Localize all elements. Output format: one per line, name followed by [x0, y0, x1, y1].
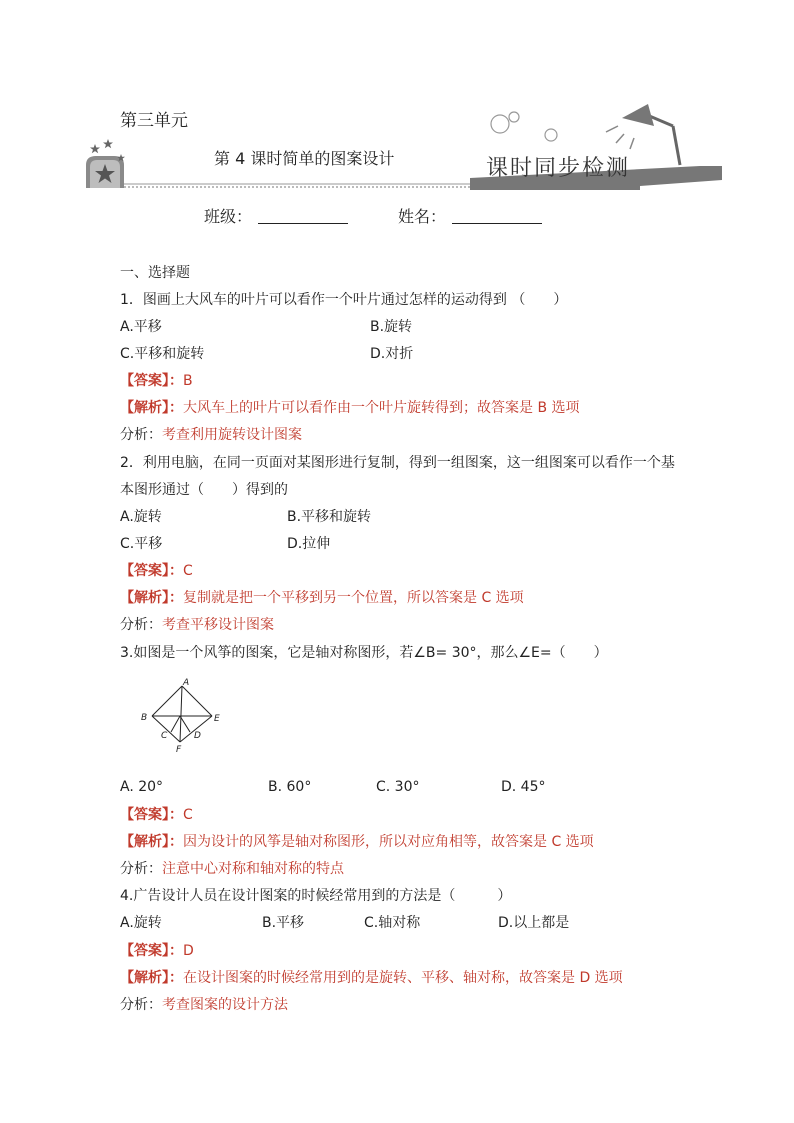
class-label: 班级： [204, 207, 253, 226]
answer-value: C [183, 807, 193, 823]
q2-stem-line1: 2．利用电脑，在同一页面对某图形进行复制，得到一组图案，这一组图案可以看作一个基 [120, 455, 675, 471]
analysis-label: 【解析】： [120, 590, 183, 606]
q4-option-b: B.平移 [262, 915, 305, 931]
q2-option-b: B.平移和旋转 [287, 509, 372, 525]
name-field [398, 204, 542, 227]
q1-option-b: B.旋转 [370, 319, 413, 335]
q1-answer [120, 371, 193, 391]
q1-option-a: A.平移 [120, 319, 162, 335]
kite-line-ab [152, 686, 182, 716]
q1-note [120, 425, 302, 445]
q4-option-c: C.轴对称 [364, 915, 421, 931]
q1-option-c: C.平移和旋转 [120, 346, 205, 362]
name-blank[interactable] [452, 207, 542, 224]
q2-option-d: D.拉伸 [287, 536, 331, 552]
label-d: D [194, 731, 201, 741]
note-text: 考查平移设计图案 [162, 617, 274, 633]
q1-stem: 1．图画上大风车的叶片可以看作一个叶片通过怎样的运动得到 （ ） [120, 292, 568, 308]
analysis-label: 【解析】： [120, 400, 183, 416]
q3-option-a: A. 20° [120, 779, 164, 795]
q2-stem-line2: 本图形通过（ ）得到的 [120, 482, 288, 498]
label-f: F [176, 745, 182, 755]
q3-stem: 3.如图是一个风筝的图案，它是轴对称图形，若∠B= 30°，那么∠E=（ ） [120, 645, 608, 661]
q3-option-c: C. 30° [376, 779, 420, 795]
analysis-text: 大风车上的叶片可以看作由一个叶片旋转得到；故答案是 B 选项 [183, 400, 580, 416]
star-badge-icon [86, 139, 125, 188]
analysis-text: 复制就是把一个平移到另一个位置，所以答案是 C 选项 [183, 590, 524, 606]
lesson-title: 第 4 课时简单的图案设计 [214, 149, 395, 168]
q4-note [120, 995, 288, 1015]
q2-analysis [120, 588, 524, 608]
q2-option-a: A.旋转 [120, 509, 162, 525]
note-text: 考查图案的设计方法 [162, 997, 288, 1013]
q3-option-b: B. 60° [268, 779, 312, 795]
q4-answer [120, 941, 194, 961]
bubbles-icon [491, 112, 557, 141]
q3-option-d: D. 45° [501, 779, 546, 795]
kite-axis [180, 686, 182, 742]
label-b: B [141, 713, 148, 723]
q2-answer [120, 561, 193, 581]
q4-analysis [120, 968, 623, 988]
q4-stem: 4.广告设计人员在设计图案的时候经常用到的方法是（ ） [120, 888, 512, 904]
note-text: 考查利用旋转设计图案 [162, 427, 302, 443]
light-rays-icon [606, 126, 634, 149]
header-decoration [0, 0, 794, 200]
q3-analysis [120, 832, 594, 852]
kite-line-ae [182, 686, 212, 716]
note-label: 分析： [120, 617, 162, 633]
q1-analysis [120, 398, 580, 418]
kite-line-df [180, 716, 190, 732]
lamp-shade-icon [622, 104, 654, 126]
answer-value: B [183, 373, 193, 389]
analysis-label: 【解析】： [120, 834, 183, 850]
banner-title: 课时同步检测 [486, 156, 631, 181]
kite-line-cf [171, 716, 180, 732]
note-text: 注意中心对称和轴对称的特点 [162, 861, 344, 877]
analysis-text: 因为设计的风筝是轴对称图形，所以对应角相等，故答案是 C 选项 [183, 834, 594, 850]
class-field [204, 204, 348, 227]
answer-value: D [183, 943, 194, 959]
answer-label: 【答案】： [120, 807, 183, 823]
answer-label: 【答案】： [120, 563, 183, 579]
label-e: E [214, 714, 220, 724]
kite-figure [135, 676, 235, 756]
note-label: 分析： [120, 997, 162, 1013]
label-c: C [161, 731, 168, 741]
q2-note [120, 615, 274, 635]
class-blank[interactable] [258, 207, 348, 224]
answer-value: C [183, 563, 193, 579]
name-label: 姓名： [398, 207, 447, 226]
q3-answer [120, 805, 193, 825]
note-label: 分析： [120, 427, 162, 443]
unit-title: 第三单元 [120, 111, 188, 131]
q2-option-c: C.平移 [120, 536, 163, 552]
section-title: 一、选择题 [120, 265, 190, 281]
analysis-text: 在设计图案的时候经常用到的是旋转、平移、轴对称，故答案是 D 选项 [183, 970, 623, 986]
q1-option-d: D.对折 [370, 346, 414, 362]
q4-option-d: D.以上都是 [498, 915, 570, 931]
q3-note [120, 859, 344, 879]
note-label: 分析： [120, 861, 162, 877]
analysis-label: 【解析】： [120, 970, 183, 986]
q4-option-a: A.旋转 [120, 915, 162, 931]
label-a: A [183, 678, 190, 688]
answer-label: 【答案】： [120, 943, 183, 959]
answer-label: 【答案】： [120, 373, 183, 389]
